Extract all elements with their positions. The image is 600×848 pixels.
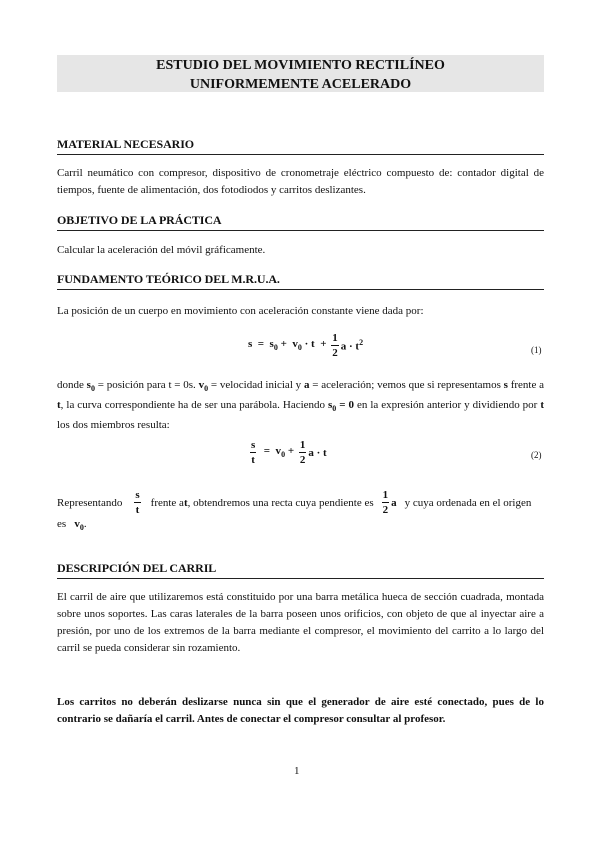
equation-1: $s = s_0 + v_0 \cdot t$ + $\frac{1}{2}$ $a \cdot t^2$ <box>248 332 364 359</box>
equation-2: $\frac{s}{t}$ = $v_0$ + $\frac{1}{2}$ a · t <box>251 439 327 466</box>
fundamento-paragraph-2: donde $s_0$ = posición para t = 0s. $v_0$ = velocidad inicial y a = aceleración; vemos que si representamos s frente a t, la curva correspondiente ha de ser una parábola. Haciendo $s_0 = 0$ en la expresión anterior y dividiendo por t los dos miembros resulta: <box>57 379 545 432</box>
title-banner <box>57 55 544 92</box>
material-text: Carril neumático con compresor, dispositivo de cronometraje eléctrico compuesto de: contador digital de tiempos, fuente de alimentación, dos fotodiodos y carritos deslizantes. <box>57 167 544 196</box>
title-line-1: ESTUDIO DEL MOVIMIENTO RECTILÍNEO <box>156 58 445 73</box>
fundamento-intro: La posición de un cuerpo en movimiento con aceleración constante viene dada por: <box>57 305 424 317</box>
representando-line: Representando $\frac{s}{t}$ frente a t , obtendremos una recta cuya pendiente es $\frac{1}{2}$ a y cuya ordenada en el origen es $v_0$. <box>57 489 532 533</box>
warning-text: Los carritos no deberán deslizarse nunca sin que el generador de aire esté conectado, pues de lo contrario se dañaría el carril. Antes de conectar el compresor consultar al profesor. <box>57 696 544 725</box>
heading-material: MATERIAL NECESARIO <box>57 137 544 155</box>
heading-descripcion: DESCRIPCIÓN DEL CARRIL <box>57 561 544 579</box>
heading-fundamento: FUNDAMENTO TEÓRICO DEL M.R.U.A. <box>57 272 544 290</box>
equation-2-number: (2) <box>531 450 542 460</box>
title-line-2: UNIFORMEMENTE ACELERADO <box>189 77 412 92</box>
page-number: 1 <box>294 765 300 777</box>
equation-1-number: (1) <box>531 345 542 355</box>
descripcion-text: El carril de aire que utilizaremos está constituido por una barra metálica hueca de sección cuadrada, montada sobre unos soportes. Las caras laterales de la barra poseen unos orificios, con objeto de que al inyectar aire a presión, por uno de los extremos de la barra mediante el compresor, el movimiento del carrito a lo largo del carril se pueda considerar sin rozamiento. <box>57 591 544 654</box>
objetivo-text: Calcular la aceleración del móvil gráficamente. <box>57 244 266 256</box>
heading-objetivo: OBJETIVO DE LA PRÁCTICA <box>57 213 544 231</box>
